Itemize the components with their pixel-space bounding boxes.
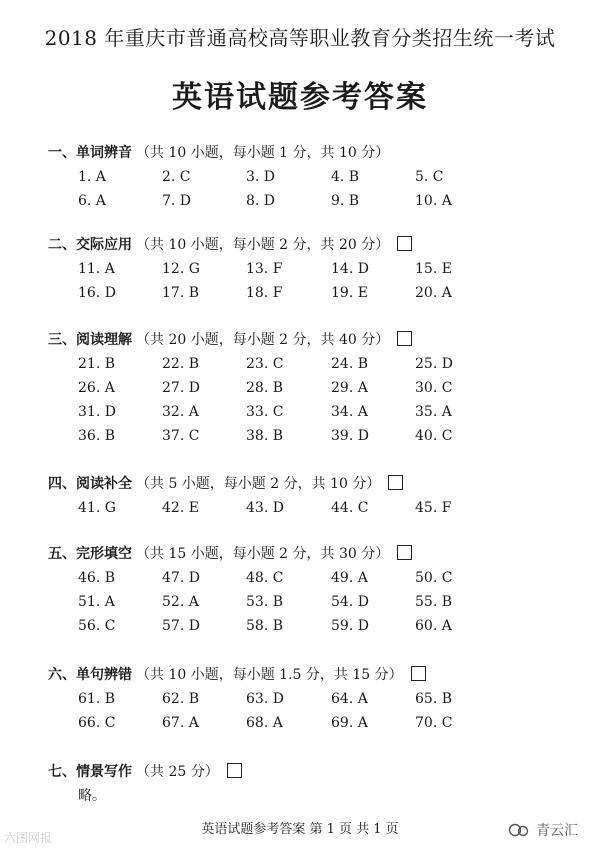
answer-item: 48. C bbox=[246, 570, 284, 586]
score-box bbox=[227, 763, 242, 778]
section-number: 二、 bbox=[48, 237, 76, 253]
answer-item: 10. A bbox=[415, 193, 452, 209]
section-name: 单句辨错 bbox=[76, 667, 132, 683]
answer-item: 40. C bbox=[415, 428, 453, 444]
section-heading bbox=[48, 472, 568, 496]
section-score-info: （共 25 分） bbox=[136, 764, 219, 780]
section-number: 七、 bbox=[48, 764, 76, 780]
answer-item: 31. D bbox=[78, 404, 116, 420]
answer-row bbox=[48, 165, 568, 189]
answer-item: 50. C bbox=[415, 570, 453, 586]
score-box bbox=[397, 331, 412, 346]
answer-row bbox=[48, 614, 568, 638]
answer-item: 4. B bbox=[331, 169, 360, 185]
answer-item: 30. C bbox=[415, 380, 453, 396]
section-1 bbox=[48, 141, 568, 213]
answer-item: 29. A bbox=[331, 380, 368, 396]
score-box bbox=[411, 666, 426, 681]
watermark-left: 六图网报 bbox=[4, 831, 53, 845]
answer-row bbox=[48, 189, 568, 213]
page-footer: 英语试题参考答案 第 1 页 共 1 页 bbox=[201, 822, 399, 837]
answer-row bbox=[48, 496, 568, 520]
answer-row bbox=[48, 376, 568, 400]
section-heading bbox=[48, 542, 568, 566]
watermark-right-label: 青云汇 bbox=[536, 823, 578, 839]
section-score-info: （共 10 小题，每小题 1 分，共 10 分） bbox=[136, 145, 390, 161]
section-heading bbox=[48, 663, 568, 687]
answer-item: 23. C bbox=[246, 356, 284, 372]
section-name: 情景写作 bbox=[76, 764, 132, 780]
answer-row bbox=[48, 711, 568, 735]
section-note: 略。 bbox=[78, 788, 106, 804]
answer-row bbox=[48, 352, 568, 376]
section-7 bbox=[48, 760, 568, 808]
answer-item: 62. B bbox=[162, 691, 200, 707]
watermark-right bbox=[508, 820, 578, 840]
section-heading bbox=[48, 141, 568, 165]
answer-item: 61. B bbox=[78, 691, 116, 707]
answer-item: 2. C bbox=[162, 169, 191, 185]
section-name: 完形填空 bbox=[76, 546, 132, 562]
section-name: 单词辨音 bbox=[76, 145, 132, 161]
answer-item: 7. D bbox=[162, 193, 192, 209]
answer-item: 36. B bbox=[78, 428, 116, 444]
answer-item: 41. G bbox=[78, 500, 116, 516]
section-heading bbox=[48, 233, 568, 257]
answer-item: 56. C bbox=[78, 618, 116, 634]
answer-item: 6. A bbox=[78, 193, 106, 209]
answer-item: 1. A bbox=[78, 169, 106, 185]
answer-item: 16. D bbox=[78, 285, 116, 301]
answer-item: 25. D bbox=[415, 356, 453, 372]
answer-item: 33. C bbox=[246, 404, 284, 420]
answer-row bbox=[48, 566, 568, 590]
document-title: 英语试题参考答案 bbox=[172, 80, 428, 115]
answer-item: 63. D bbox=[246, 691, 284, 707]
section-6 bbox=[48, 663, 568, 735]
answer-item: 24. B bbox=[331, 356, 369, 372]
answer-item: 3. D bbox=[246, 169, 276, 185]
answer-item: 39. D bbox=[331, 428, 369, 444]
section-number: 四、 bbox=[48, 476, 76, 492]
answer-item: 20. A bbox=[415, 285, 452, 301]
answer-item: 57. D bbox=[162, 618, 200, 634]
answer-row bbox=[48, 590, 568, 614]
answer-item: 21. B bbox=[78, 356, 116, 372]
score-box bbox=[397, 236, 412, 251]
answer-item: 49. A bbox=[331, 570, 368, 586]
answer-item: 67. A bbox=[162, 715, 199, 731]
section-score-info: （共 15 小题，每小题 2 分，共 30 分） bbox=[136, 546, 390, 562]
section-name: 交际应用 bbox=[76, 237, 132, 253]
answer-item: 59. D bbox=[331, 618, 369, 634]
answer-item: 13. F bbox=[246, 261, 283, 277]
answer-item: 51. A bbox=[78, 594, 115, 610]
answer-item: 58. B bbox=[246, 618, 284, 634]
section-score-info: （共 10 小题，每小题 2 分，共 20 分） bbox=[136, 237, 390, 253]
score-box bbox=[388, 475, 403, 490]
answer-item: 5. C bbox=[415, 169, 444, 185]
section-score-info: （共 20 小题，每小题 2 分，共 40 分） bbox=[136, 332, 390, 348]
section-number: 三、 bbox=[48, 332, 76, 348]
answer-item: 46. B bbox=[78, 570, 116, 586]
answer-item: 32. A bbox=[162, 404, 199, 420]
answer-row bbox=[48, 281, 568, 305]
answer-item: 38. B bbox=[246, 428, 284, 444]
answer-item: 28. B bbox=[246, 380, 284, 396]
section-score-info: （共 5 小题，每小题 2 分，共 10 分） bbox=[136, 476, 381, 492]
section-4 bbox=[48, 472, 568, 520]
wechat-icon bbox=[508, 823, 530, 837]
answer-item: 70. C bbox=[415, 715, 453, 731]
answer-item: 65. B bbox=[415, 691, 453, 707]
answer-item: 64. A bbox=[331, 691, 368, 707]
answer-item: 17. B bbox=[162, 285, 200, 301]
answer-item: 12. G bbox=[162, 261, 200, 277]
section-name: 阅读理解 bbox=[76, 332, 132, 348]
answer-item: 22. B bbox=[162, 356, 200, 372]
section-score-info: （共 10 小题，每小题 1.5 分，共 15 分） bbox=[136, 667, 403, 683]
section-3 bbox=[48, 328, 568, 448]
section-5 bbox=[48, 542, 568, 638]
answer-item: 9. B bbox=[331, 193, 360, 209]
section-heading bbox=[48, 760, 568, 784]
answer-item: 27. D bbox=[162, 380, 200, 396]
answer-item: 37. C bbox=[162, 428, 200, 444]
answer-item: 34. A bbox=[331, 404, 368, 420]
answer-row bbox=[48, 257, 568, 281]
answer-item: 26. A bbox=[78, 380, 115, 396]
answer-item: 68. A bbox=[246, 715, 283, 731]
score-box bbox=[397, 545, 412, 560]
section-heading bbox=[48, 328, 568, 352]
answer-item: 42. E bbox=[162, 500, 199, 516]
answer-item: 45. F bbox=[415, 500, 452, 516]
answer-row bbox=[48, 400, 568, 424]
answer-item: 35. A bbox=[415, 404, 452, 420]
answer-item: 54. D bbox=[331, 594, 369, 610]
answer-item: 14. D bbox=[331, 261, 369, 277]
answer-item: 19. E bbox=[331, 285, 368, 301]
answer-item: 8. D bbox=[246, 193, 276, 209]
answer-item: 44. C bbox=[331, 500, 369, 516]
section-name: 阅读补全 bbox=[76, 476, 132, 492]
section-number: 六、 bbox=[48, 667, 76, 683]
answer-item: 43. D bbox=[246, 500, 284, 516]
answer-item: 53. B bbox=[246, 594, 284, 610]
answer-item: 11. A bbox=[78, 261, 115, 277]
answer-item: 47. D bbox=[162, 570, 200, 586]
answer-item: 52. A bbox=[162, 594, 199, 610]
section-2 bbox=[48, 233, 568, 305]
section-number: 一、 bbox=[48, 145, 76, 161]
answer-row bbox=[48, 687, 568, 711]
answer-item: 69. A bbox=[331, 715, 368, 731]
exam-title: 2018 年重庆市普通高校高等职业教育分类招生统一考试 bbox=[44, 26, 556, 50]
answer-item: 15. E bbox=[415, 261, 452, 277]
answer-item: 55. B bbox=[415, 594, 453, 610]
answer-row bbox=[48, 424, 568, 448]
answer-item: 60. A bbox=[415, 618, 452, 634]
answer-item: 66. C bbox=[78, 715, 116, 731]
answer-item: 18. F bbox=[246, 285, 283, 301]
section-number: 五、 bbox=[48, 546, 76, 562]
